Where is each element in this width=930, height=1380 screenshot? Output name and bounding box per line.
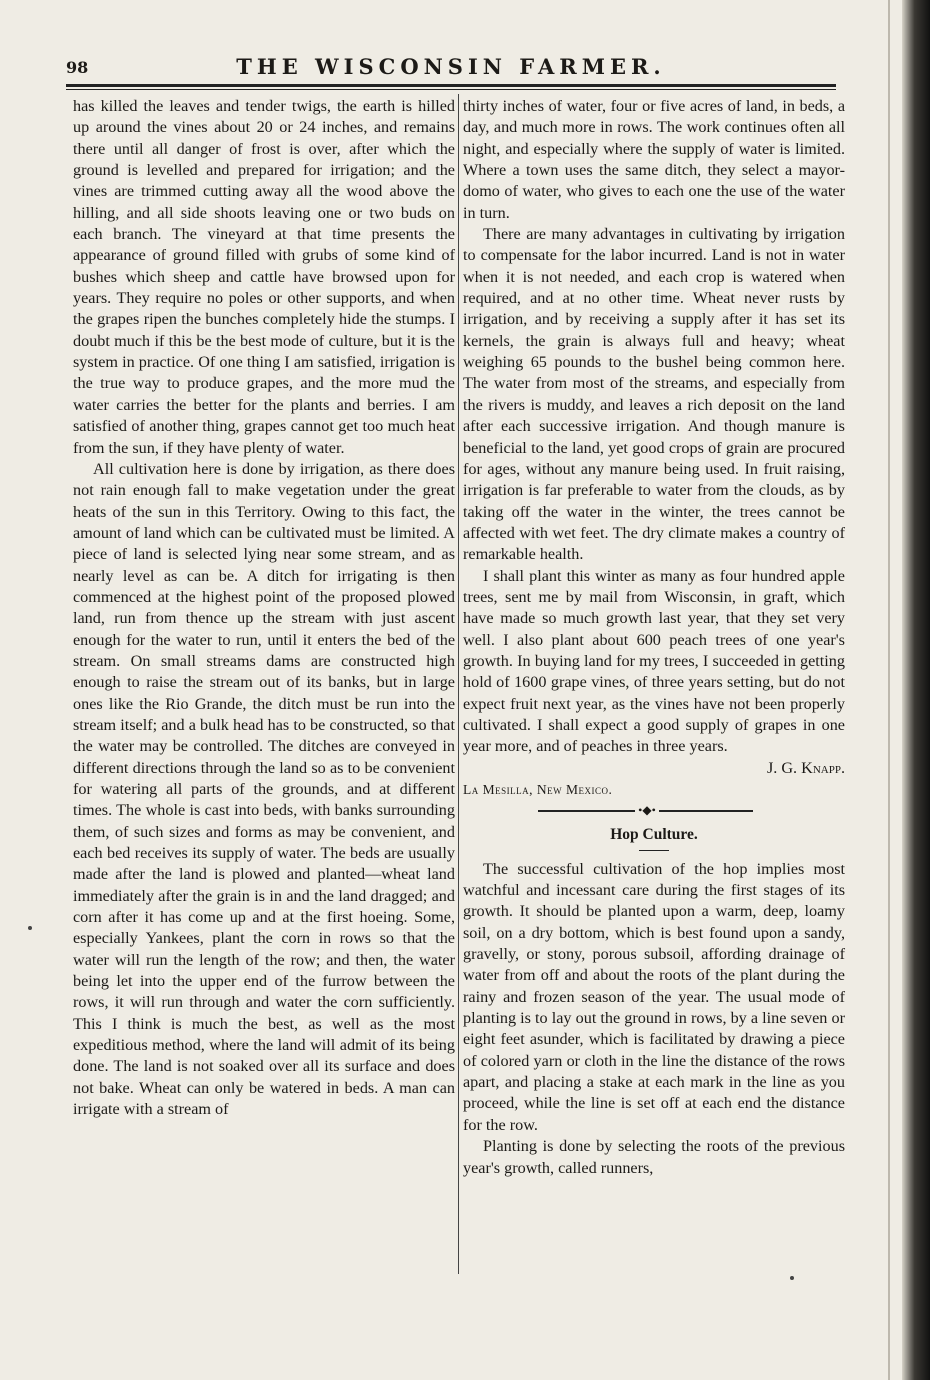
paragraph: There are many advantages in cultivating by irrigation to compensate for the labor incurred. Land is not in water when it is not needed, and each crop is watered when required, and at no other time. Wheat never rusts by irrigation, and by receiving a supply after it has set its kernels, the grain is always full and heavy; wheat weighing 65 pounds to the bushel being common here. The water from most of the streams, and especially from the rivers is muddy, and leaves a rich deposit on the land after each successive irrigation. And though manure is beneficial to the land, yet good crops of grain are procured for ages, without any manure being used. In fruit raising, irrigation is far preferable to water from the clouds, as by taking off the water in the winter, the trees cannot be affected with wet feet. The dry climate makes a country of remarkable health.: [463, 225, 845, 564]
paragraph: has killed the leaves and tender twigs, the earth is hilled up around the vines about 20 or 24 inches, and remains there until all danger of frost is over, after which the ground is levelled and prepared for irrigation; and the vines are trimmed cutting away all the wood above the hilling, and all side shoots leaving one or two buds on each branch. The vineyard at that time presents the appearance of ground filled with grubs of some kind of bushes which sheep and cattle have browsed upon for years. They require no poles or other supports, and when the grapes ripen the bunches completely hide the stumps. I doubt much if this be the best mode of culture, but it is the system in practice. Of one thing I am satisfied, irrigation is the true way to produce grapes, and the more mud the water carries the better for the plants and berries. I am satisfied of another thing, grapes cannot get too much heat from the sun, if they have plenty of water.: [73, 97, 455, 457]
author-signature: J. G. Knapp.: [766, 758, 845, 777]
page-number: 98: [66, 58, 89, 77]
title-rule: [639, 850, 669, 851]
page-edge-line: [888, 0, 890, 1380]
header-rule-thin: [66, 89, 836, 90]
ink-spot: [790, 1276, 794, 1280]
paragraph: The successful cultivation of the hop implies most watchful and incessant care during the first stages of its growth. It should be planted upon a warm, deep, loamy soil, on a dry bottom, which is best found upon a sandy, gravelly, or stony, porous subsoil, affording drainage of water from off and about the roots of the plant during the rainy and frozen season of the year. The usual mode of planting is to lay out the ground in rows, by a line seven or eight feet asunder, which is facilitated by drawing a piece of colored yarn or cloth in the line the distance of the rows apart, and placing a stake at each mark in the line as you proceed, while the line is set off at each end the distance for the row.: [463, 859, 845, 1134]
running-title: THE WISCONSIN FARMER.: [236, 54, 666, 79]
header-rule-thick: [66, 84, 836, 87]
page-header: [66, 52, 836, 82]
page-edge-shadow: [902, 0, 930, 1380]
right-column: [463, 96, 845, 1179]
paragraph: thirty inches of water, four or five acres of land, in beds, a day, and much more in rows. The work continues often all night, and especially where the supply of water is limited. Where a town uses the same ditch, they select a mayor-domo of water, who gives to each one the use of the water in turn.: [463, 97, 845, 222]
paragraph: I shall plant this winter as many as four hundred apple trees, sent me by mail from Wisconsin, in graft, which have made so much growth last year, that they set very well. I also plant about 600 peach trees of one year's growth. In buying land for my trees, I succeeded in getting hold of 1600 grape vines, of three years setting, but do not expect fruit next year, as the vines have not been properly cultivated. I shall expect a good supply of grapes in one year more, and of peaches in three years.: [463, 566, 845, 756]
paragraph: All cultivation here is done by irrigation, as there does not rain enough fall to make vegetation under the great heats of the sun in this Territory. Owing to this fact, the amount of land which can be cultivated must be limited. A piece of land is selected lying near some stream, and as nearly level as can be. A ditch for irrigating is then commenced at the highest point of the proposed plowed land, run from thence up the stream with just ascent enough for the water to run, until it enters the bed of the stream. On small streams dams are constructed high enough to raise the stream out of its banks, but in large ones like the Rio Grande, the ditch must be run into the stream itself; and a bulk head has to be constructed, so that the water may be controlled. The ditches are conveyed in different directions through the land so as to be convenient for watering all parts of the grounds, and at different times. The whole is cast into beds, with banks surrounding them, of such sizes and forms as may be convenient, and each bed receives its supply of water. The beds are usually made after the land is plowed and planted—wheat land immediately after the grain is in and the land dragged; and corn after it has come up and at the first hoeing. Some, especially Yankees, plant the corn in rows so that the water will run the length of the row; and then, the water being let into the upper end of the furrow between the rows, it will run through and water the corn sufficiently. This I think is much the best, as well as the most expeditious method, where the land will admit of its being done. The land is not soaked over all its surface and does not bake. Wheat can only be watered in beds. A man can irrigate with a stream of: [73, 459, 455, 1119]
left-column: [73, 96, 455, 1121]
dateline: La Mesilla, New Mexico.: [463, 782, 613, 797]
section-divider: [463, 800, 845, 822]
signature-line: [463, 758, 845, 779]
ink-spot: [28, 926, 32, 930]
column-divider: [458, 94, 459, 1274]
divider-ornament-icon: •◆•: [635, 801, 659, 819]
section-title: Hop Culture.: [610, 826, 698, 844]
paragraph: Planting is done by selecting the roots of the previous year's growth, called runners,: [463, 1137, 845, 1177]
